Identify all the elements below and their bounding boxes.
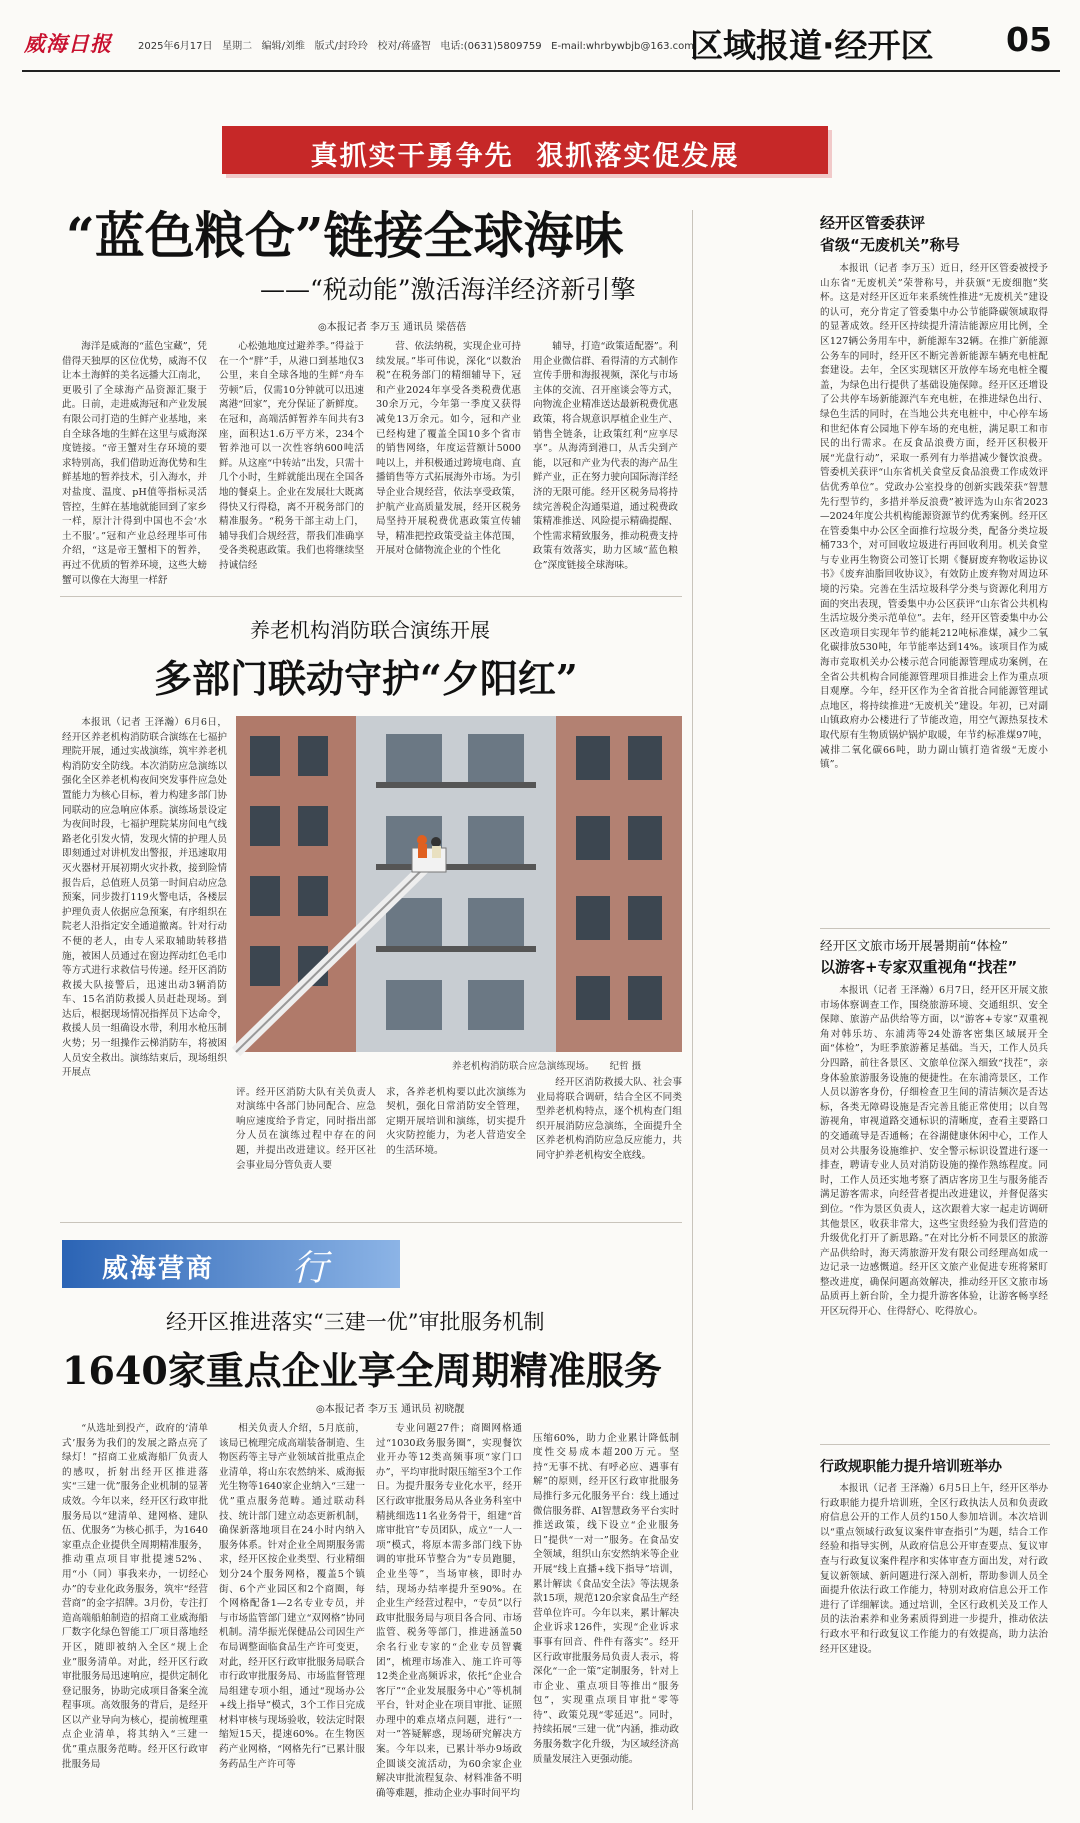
article1-col3: 营、依法纳税，实现企业可持续发展。”毕可伟说，深化“以数治税”在税务部门的精细辅导下，冠和产业2024年享受各类税费优惠30余万元，今年第一季度又获得减免13万余元。如今，冠和产业已经构建了覆盖全国10多个省市的销售网络，年度运营额计5000吨以上，并积极通过跨境电商、直播销售等方式拓展海外市场。为引导企业合规经营，依法享受政策，护航产业高质量发展，经开区税务局坚持开展税费优惠政策宣传辅导，精准把控政策受益主体范围，开展对仓储物流企业的个性化: [376, 341, 521, 557]
article2-bottom-col2: 求，各养老机构要以此次演练为契机，强化日常消防安全管理，定期开展培训和演练，切实提升火灾防控能力，为老人营造安全的生活环境。: [386, 1086, 526, 1156]
article1-col4: 辅导，打造“政策适配器”。利用企业微信群、看得清的方式制作宣传手册和海报视频，深化与市场主体的交流、召开座谈会等方式，向物流企业精准送达最新税费优惠政策，将合规意识厚植企业生产、销售全链条，让政策红利“应享尽享”。从海湾到港口，从舌尖到产能，以冠和产业为代表的海产品生鲜产业，正在努力驶向国际海洋经济的无限可能。经开区税务局将持续完善税企沟通渠道，通过税费政策精准推送、风险提示精确提醒、个性需求精致服务，推动税费支持政策有效落实，助力区域“蓝色粮仓”深度链接全球海味。: [533, 341, 678, 571]
business-banner-char: 行: [292, 1248, 329, 1289]
article1-subtitle: ——“税动能”激活海洋经济新引擎: [260, 275, 636, 304]
masthead-proof: 校对/蒋盛智: [377, 41, 431, 52]
masthead-layout: 版式/封玲玲: [314, 41, 368, 52]
article3-col1: “从选址到投产，政府的‘清单式’服务为我们的发展之路点亮了绿灯！”招商工业威海船厂负责人的感叹，折射出经开区推进落实“三建一优”服务企业机制的显著成效。今年以来，经开区行政审批服务局以“建清单、建网格、建队伍、优服务”为核心抓手，为1640家重点企业提供全周期精准服务，推动重点项目审批提速52%、用“小（同）事我来办，一切经心办”的专业化政务服务，筑牢“经营营商”的金字招牌。3月份，专注打造高端船舶制造的招商工业威海船厂数字化绿色智能工厂项目落地经开区，随即被纳入全区“规上企业”服务清单。对此，经开区行政审批服务局迅速响应，提供定制化登记服务，协助完成项目备案全流程事项。高效服务的背后，是经开区以产业导向为核心，提前梳理重点企业清单，将其纳入“三建一优”重点服务范畴。经开区行政审批服务局: [62, 1423, 208, 1770]
photo-caption: 养老机构消防联合应急演练现场。 纪哲 摄: [452, 1061, 642, 1072]
sidebar2-title-line2: 以游客+专家双重视角“找茬”: [820, 958, 1018, 976]
masthead-weekday: 星期二: [222, 41, 253, 52]
article3-byline: ◎本报记者 李万玉 通讯员 初晓靓: [316, 1404, 465, 1415]
article3-col3: 专业问题27件；商圈网格通过“1030政务服务圈”，实现餐饮业开办等12类高频事项“家门口办”，平均审批时限压缩至3个工作日。为提升服务专业化水平，经开区行政审批服务局从各业务科室中精挑细选11名业务骨干，组建“首席审批官”专员团队，成立“一人一项”模式，将原本需多部门线下协调的审批环节整合为“专员跑腿，企业坐等”，当场审核，即时办结，现场办结率提升至90%。在企业生产经营过程中，“专员”以行政审批服务局与项目各合同、市场监管、税务等部门，推进涵盖50余名行业专家的“企业专员智囊团”，梳理市场准入、施工许可等12类企业高频诉求，依托“企业合客厅”“企业发展服务中心”等机制平台，针对企业在项目审批、证照办理中的难点堵点问题，进行“一对一”答疑解惑，现场研究解决方案。今年以来，已累计举办9场政企圆谈交流活动，为60余家企业解决审批流程复杂、材料准备不明确等难题，推动企业办事时间平均: [376, 1423, 522, 1799]
page-number: 05: [1006, 20, 1052, 59]
article1-byline: ◎本报记者 李万玉 通讯员 梁蓓蓓: [318, 322, 467, 333]
sidebar2-bottom-rule: [820, 1444, 1050, 1445]
article2-kicker: 养老机构消防联合演练开展: [250, 618, 490, 642]
sidebar2-title-line1: 经开区文旅市场开展暑期前“体检”: [820, 938, 1008, 953]
article1-title: “蓝色粮仓”链接全球海味: [66, 206, 624, 265]
article2-bottom-col3: 经开区消防救援大队、社会事业局将联合调研，结合全区不同类型养老机构特点，逐个机构查门组织开展消防应急演练，全面提升全区养老机构消防应急反应能力，共同守护养老机构安全底线。: [536, 1077, 682, 1161]
sidebar1-title-line2: 省级“无废机关”称号: [820, 236, 960, 254]
article2-bottom-rule: [60, 1222, 682, 1223]
slogan-banner: [222, 126, 828, 174]
masthead-email: E-mail:whrbywbjb@163.com: [551, 41, 695, 52]
article3-kicker: 经开区推进落实“三建一优”审批服务机制: [166, 1310, 545, 1334]
masthead-editor: 编辑/刘维: [261, 41, 306, 52]
article1-col1: 海洋是威海的“蓝色宝藏”，凭借得天独厚的区位优势，威海不仅让本土海鲜的美名远播大江南北，更吸引了全球海产品资源汇聚于此。日前，走进威海冠和产业发展有限公司打造的生鲜产业基地，来自全球各地的生鲜在这里与威海深度链接。“帝王蟹对生存环境的要求特别高，我们借助近海优势和生鲜基地的暂养技术，引入海水，并对盐度、温度、pH值等指标灵活管控，生鲜在基地就能回到了家乡一样，原汁汁得到中国也不会‘水土不服’。”冠和产业总经理毕可伟介绍，“这是帝王蟹相下的暂养，再过不优质的暂养环境，这些大螃蟹可以像在大海里一样舒: [62, 341, 207, 586]
business-banner: [62, 1240, 400, 1288]
slogan-banner-text: 真抓实干勇争先 狠抓落实促发展: [310, 141, 740, 172]
fire-drill-photo: [236, 716, 682, 1052]
sidebar1-body: 本报讯（记者 李万玉）近日，经开区管委被授予山东省“无废机关”荣誉称号，并获颁“无废细胞”奖杯。这是对经开区近年来系统性推进“无废机关”建设的认可，充分肯定了管委集中办公节能降碳领域取得的显著成效。经开区持续提升清洁能源应用比例，全区127辆公务用车中，新能源车32辆。在推广新能源公务车的同时，经开区不断完善新能源车辆充电桩配套建设。去年，全区实现辖区开放停车场充电桩全覆盖，为绿色出行提供了基础设施保障。经开区还增设了公共停车场新能源汽车充电桩，在推进绿色出行、绿色生活的同时，在当地公共充电桩中，中心停车场和世纪体育公园地下停车场的充电桩，满足职工和市民的出行需求。在反食品浪费方面，经开区积极开展“光盘行动”，采取一系列有力举措减少餐饮浪费。管委机关获评“山东省机关食堂反食品浪费工作成效评估优秀单位”。党政办公室投身的创新实践荣获“智慧先行型节约，多措并举反浪费”被评选为山东省2023—2024年度公共机构能源资源节约优秀案例。经开区在管委集中办公区全面推行垃圾分类，配备分类垃圾桶733个，对可回收垃圾进行再回收利用。机关食堂与专业再生物资公司签订长期《餐厨废弃物收运协议书》《废弃油脂回收协议》，有效防止废弃物对周边环境的污染。完善在生活垃圾科学分类与资源化利用方面的突出表现，管委集中办公区获评“山东省公共机构生活垃圾分类示范单位”。去年，经开区管委集中办公区改造项目实现年节约能耗212吨标准煤，减少二氧化碳排放530吨，年节能率达到14%。该项目作为威海市竞取机关办公楼示范合同能源管理成功案例，在全省公共机构合同能源管理项目推进会上作为重点项目观摩。今年，经开区作为全省首批合同能源管理试点地区，将持续推进“无废机关”建设。年初，已对副山镇政府办公楼进行了节能改造，用空气源热泵技术取代原有生物质锅炉锅炉取暖，年节约标准煤97吨，减排二氧化碳66吨，助力副山镇打造省级“无废小镇”。: [820, 263, 1048, 771]
section-title: 区域报道·经开区: [690, 26, 934, 65]
article1-col2: 心松弛地度过避养季。”得益于在一个“胖”手，从港口到基地仅3公里，来自全球各地的生鲜“舟车劳顿”后，仅需10分钟就可以迅速离港“回家”，充分保证了新鲜度。在冠和，高端活鲜暂养车间共有3座，面积达1.6万平方米，234个暂养池可以一次性容纳600吨活鲜。从这座“中转站”出发，只需十几个小时，生鲜就能出现在全国各地的餐桌上。企业在发展壮大既离得快又行得稳，离不开税务部门的精准服务。“税务干部主动上门，辅导我们合规经营，帮我们准确享受各类税惠政策。我们也将继续坚持诚信经: [219, 341, 364, 571]
sidebar3-title: 行政规职能力提升培训班举办: [820, 1459, 1002, 1475]
masthead-logo: 威海日报: [24, 31, 112, 56]
sidebar1-title-line1: 经开区管委获评: [820, 214, 926, 232]
article2-title: 多部门联动守护“夕阳红”: [154, 656, 578, 701]
article1-bottom-rule: [60, 596, 682, 597]
sidebar1-bottom-rule: [820, 928, 1050, 929]
masthead-phone: 电话:(0631)5809759: [440, 41, 542, 52]
article2-left-column: 本报讯（记者 王泽瀚）6月6日，经开区养老机构消防联合演练在七福护理院开展，通过实战演练，筑牢养老机构消防安全防线。本次消防应急演练以强化全区养老机构夜间突发事件应急处置能力为核心目标，着力构建多部门协同联动的应急响应体系。演练场景设定为夜间时段，七福护理院某房间电气线路老化引发火情，发现火情的护理人员即刻通过对讲机发出警报，并迅速取用灭火器材开展初期火灾扑救，接到险情报告后，总值班人员第一时间启动应急预案，同步拨打119火警电话，各楼层护理负责人依据应急预案，有序组织在院老人沿指定安全通道撤离。针对行动不便的老人，由专人采取辅助转移措施，被困人员通过在窗边挥动红色毛巾等方式进行求救信号传递。经开区消防救援大队接警后，迅速出动3辆消防车、15名消防救援人员赶赴现场。到达后，根据现场情况指挥员下达命令，救援人员一组确设水带，利用水枪压制火势；另一组操作云梯消防车，将被困人员安全救出。演练结束后，现场组织开展点: [62, 717, 227, 1079]
sidebar3-body: 本报讯（记者 王泽瀚）6月5日上午，经开区举办行政职能力提升培训班，全区行政执法人员和负责政府信息公开的工作人员约150人参加培训。本次培训以“重点领域行政复议案件审查指引”为题，结合工作经验和指导实例，从政府信息公开审查要点、复议审查与行政复议案件程序和实体审查方面出发，对行政复议新领域、新问题进行深入剖析，帮助参训人员全面提升依法行政工作能力，特别对政府信息公开工作进行了详细解读。通过培训，全区行政机关及工作人员的法治素养和业务素质得到进一步提升，推动依法行政水平和行政复议工作能力的有效提高，助力法治经开区建设。: [820, 1483, 1048, 1655]
article3-title: 1640家重点企业享全周期精准服务: [62, 1348, 662, 1393]
masthead-date: 2025年6月17日: [138, 41, 213, 52]
fire-drill-photo-illustration: [236, 716, 682, 1052]
masthead-rule: [22, 70, 1060, 72]
business-banner-text: 威海营商: [102, 1254, 215, 1284]
sidebar2-body: 本报讯（记者 王泽瀚）6月7日，经开区开展文旅市场体察调查工作，围绕旅游环境、交通组织、安全保障、旅游产品供给等方面，以“游客+专家”双重视角对韩乐坊、东浦湾等24处游客密集区域展开全面“体检”，为旺季旅游蓄足基础。当天，工作人员兵分四路，前往各景区、文旅单位深入细致“找茬”，亲身体验旅游服务设施的便捷性。在东浦湾景区，工作人员以游客身份，仔细检查卫生间的清洁频次是否达标，各类无障碍设施是否完善且能正常使用；以自驾游视角，审视道路交通标识的清晰度，查看主要路口的交通疏导是否通畅；在谷湖健康休闲中心，工作人员对公共服务设施维护、安全警示标识设置进行逐一排查，聘请专业人员对消防设施的操作熟练程度。同时，工作人员还实地考察了酒店客房卫生与服务能否满足游客需求，向经营者提出改进建议，并督促落实到位。“作为景区负责人，这次跟着大家一起走访调研其他景区，收获非常大，这些宝贵经验为我们营造的升级优化打开了新思路。”在对比分析不同景区的旅游产品供给时，海天湾旅游开发有限公司经理高如成一边记录一边感慨道。经开区文旅产业促进专班将紧盯整改进度，确保问题高效解决，推动经开区文旅市场品质再上新台阶，全力提升游客体验，让游客畅享经开区玩得开心、住得舒心、吃得放心。: [820, 985, 1048, 1318]
article3-col4: 压缩60%，助力企业累计降低制度性交易成本超200万元。坚持“无事不扰、有呼必应、遇事有解”的原则，经开区行政审批服务局推行多元化服务平台：线上通过微信服务群、AI智慧政务平台实时推送政策，线下设立“企业服务日”提供“一对一”服务。在食品安全领域，组织山东安然纳米等企业开展“线上直播+线下指导”培训，累计解读《食品安全法》等法规条款15项，规范120余家食品生产经营单位许可。今年以来，累计解决企业诉求126件，实现“企业诉求事事有回音、件件有落实”。经开区行政审批服务局负责人表示，将深化“一企一策”定制服务，针对上市企业、重点项目等推出“服务包”，实现重点项目审批“零等待”、政策兑现“零延迟”。同时，持续拓展“三建一优”内涵，推动政务服务数字化升级，为区域经济高质量发展注入更强动能。: [533, 1432, 679, 1765]
sidebar-divider: [692, 210, 693, 1810]
article2-bottom-col1: 评。经开区消防大队有关负责人对演练中各部门协同配合、应急响应速度给予肯定，同时指出部分人员在演练过程中存在的问题，并提出改进建议。经开区社会事业局分管负责人要: [236, 1086, 376, 1171]
masthead-info: [138, 37, 694, 52]
article3-col2: 相关负责人介绍，5月底前，该局已梳理完成高端装备制造、生物医药等主导产业领域首批重点企业清单，将山东农然纳米、威海振光生物等1640家企业纳入“三建一优”重点服务范畴。通过联动科技、统计部门建立动态更新机制，确保新落地项目在24小时内纳入服务体系。针对企业全周期服务需求，经开区按企业类型、行业精细划分24个服务网格，覆盖5个镇街、6个产业园区和2个商圈，每个网格配备1—2名专业专员，并与市场监管部门建立“双网格”协同机制。清华振光保健品公司因生产布局调整面临食品生产许可变更，对此，经开区行政审批服务局联合市行政审批服务局、市场监督管理局组建专项小组，通过“现场办公+线上指导”模式，3个工作日完成材料审核与现场验收，较法定时限缩短15天，提速60%。在生物医药产业网格，“网格先行”已累计服务药品生产许可等: [219, 1423, 365, 1770]
